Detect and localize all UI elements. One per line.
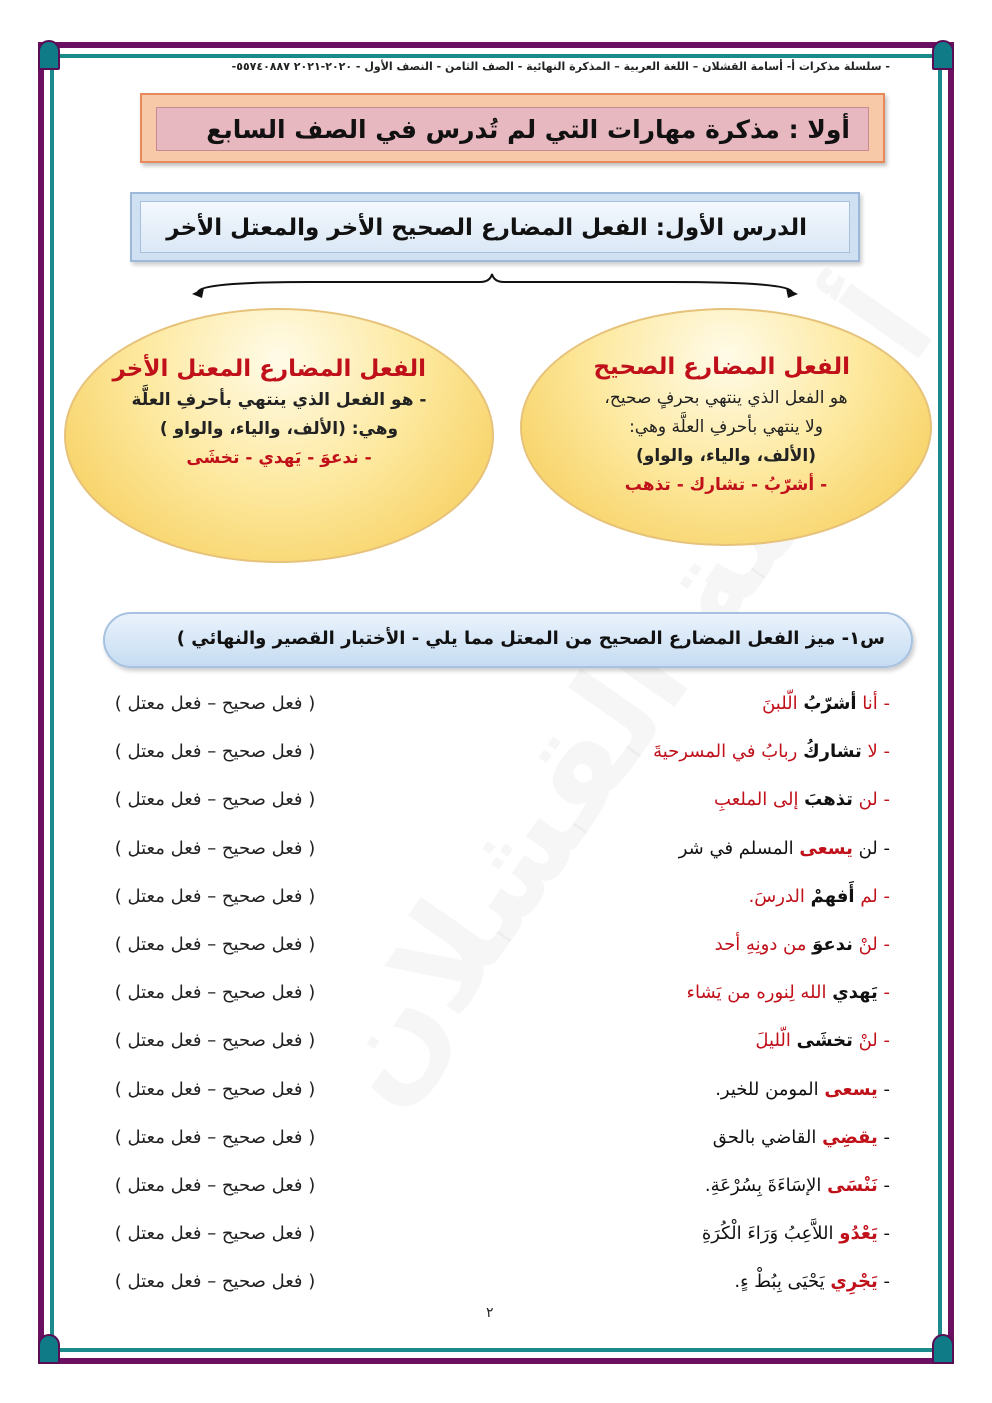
sentence-rest: الإسَاءَةَ بِسُرْعَةِ. [704,1175,828,1196]
sentence-verb: نَنْسَى [827,1175,878,1196]
sentence-prefix: - [877,1175,890,1196]
question-heading: س١- ميز الفعل المضارع الصحيح من المعتل مما يلي - الأختبار القصير والنهائي ) [103,612,913,668]
answer-choices: ( فعل صحيح – فعل معتل ) [114,789,316,811]
page-header: - سلسلة مذكرات أ- أسامة القشلان – اللغة العربية – المذكرة النهائية - الصف الثامن - النصف الأول - ٢٠٢٠-٢٠٢١ ٥٥٧٤٠٨٨٧- [231,60,890,73]
weak-verb-oval [64,308,494,563]
sentence-verb: يسعى [799,837,853,859]
sentence-verb: يَجْرِي [830,1271,878,1293]
lesson-box [130,192,860,262]
sentence-prefix: - [877,1078,890,1100]
exercise-sentence [755,1023,890,1059]
answer-choices: ( فعل صحيح – فعل معتل ) [114,1175,316,1196]
correct-verb-line3: (الألف، والياء، والواو) [635,446,817,466]
exercise-row [90,686,890,722]
exercise-row [90,782,890,818]
answer-choices: ( فعل صحيح – فعل معتل ) [114,934,316,955]
sentence-prefix: - لن [852,789,890,811]
sentence-verb: ندعوَ [812,934,853,955]
sentence-prefix: - لنْ [852,1030,890,1052]
exercise-sentence [705,1168,890,1204]
sentence-rest: الّلبنَ [762,693,804,714]
answer-choices: ( فعل صحيح – فعل معتل ) [114,1126,316,1148]
correct-verb-oval [520,308,932,546]
sentence-rest: المومن للخير. [715,1078,825,1100]
exercise-row [90,975,890,1011]
correct-verb-heading: الفعل المضارع الصحيح [593,354,850,380]
weak-verb-heading: الفعل المضارع المعتل الأخر [112,356,426,382]
sentence-verb: أشرّبُ [803,693,857,714]
sentence-rest: ربابُ في المسرحيةَ [653,741,804,763]
answer-choices: ( فعل صحيح – فعل معتل ) [114,837,316,859]
exercise-sentence [715,927,890,963]
sentence-rest: المسلم في شر [678,837,800,859]
page-number: ٢ [486,1305,494,1321]
sentence-verb: أَفهمْ [810,885,855,907]
sentence-prefix: - لم [854,885,890,907]
title-box [140,93,885,163]
exercise-sentence [734,1264,890,1300]
sentence-verb: تذهبَ [804,789,853,811]
answer-choices: ( فعل صحيح – فعل معتل ) [114,693,316,714]
answer-choices: ( فعل صحيح – فعل معتل ) [114,1078,316,1100]
sentence-rest: الله لِنوره من يَشاء [686,982,833,1004]
exercise-row [90,1168,890,1204]
sentence-prefix: - [877,1271,890,1293]
correct-verb-line2: ولا ينتهي بأحرفِ العلَّة وهي: [629,417,823,437]
sentence-verb: تخشَى [796,1030,853,1052]
answer-choices: ( فعل صحيح – فعل معتل ) [114,885,316,907]
sentence-verb: يَهدي [832,982,878,1004]
brace-arrows [190,270,800,300]
lesson-title: الدرس الأول: الفعل المضارع الصحيح الأخر والمعتل الأخر [140,201,850,253]
weak-verb-line1: - هو الفعل الذي ينتهي بأحرفِ العلَّة [131,390,427,410]
exercise-row [90,927,890,963]
exercise-row [90,831,890,867]
exercise-row [90,1264,890,1300]
sentence-rest: يَحْيَى بِبُطْ ءٍ. [734,1271,831,1293]
corner-ornament-top-left [38,40,60,70]
sentence-rest: القاضي بالحق [712,1126,823,1148]
sentence-rest: من دونِهِ أحد [714,934,813,955]
exercise-sentence [713,1120,890,1156]
sentence-rest: اللاَّعِبُ وَرَاءَ الْكُرَةِ [701,1223,840,1245]
sentence-prefix: - لا [861,741,890,763]
exercise-row [90,1023,890,1059]
exercise-sentence [687,975,890,1011]
exercise-sentence [702,1216,890,1252]
sentence-rest: الّليلَ [755,1030,797,1052]
answer-choices: ( فعل صحيح – فعل معتل ) [114,982,316,1004]
exercise-sentence [762,686,890,722]
sentence-prefix: - [877,1126,890,1148]
exercise-sentence [714,782,890,818]
sentence-prefix: - لن [852,837,890,859]
exercise-sentence [715,1072,890,1108]
sentence-prefix: - [877,982,890,1004]
corner-ornament-top-right [932,40,954,70]
answer-choices: ( فعل صحيح – فعل معتل ) [114,1223,316,1245]
sentence-prefix: - [877,1223,890,1245]
exercise-row [90,1072,890,1108]
sentence-verb: تشاركُ [803,741,862,763]
correct-verb-line1: هو الفعل الذي ينتهي بحرفٍ صحيح، [604,388,848,408]
exercise-row [90,1120,890,1156]
exercise-sentence [653,734,890,770]
page-title: أولا : مذكرة مهارات التي لم تُدرس في الصف السابع [156,107,869,151]
exercise-sentence [679,831,890,867]
weak-verb-examples: - ندعوَ - يَهدي - تخشَى [186,448,372,468]
sentence-verb: يَعْدُو [839,1223,878,1245]
sentence-verb: يقضِي [822,1126,878,1148]
weak-verb-line2: وهي: (الألف، والياء، والواو ) [159,419,399,439]
corner-ornament-bottom-left [38,1334,60,1364]
exercise-row [90,734,890,770]
answer-choices: ( فعل صحيح – فعل معتل ) [114,741,316,763]
sentence-verb: يسعى [824,1078,878,1100]
exercise-row [90,879,890,915]
sentence-rest: إلى الملعبِ [714,789,805,811]
corner-ornament-bottom-right [932,1334,954,1364]
sentence-prefix: - لنْ [852,934,890,955]
exercise-sentence [749,879,890,915]
correct-verb-examples: - أشرّبُ - تشارك - تذهب [624,475,828,495]
exercise-row [90,1216,890,1252]
sentence-rest: الدرسَ. [748,885,811,907]
answer-choices: ( فعل صحيح – فعل معتل ) [114,1271,316,1293]
sentence-prefix: - أنا [856,693,890,714]
answer-choices: ( فعل صحيح – فعل معتل ) [114,1030,316,1052]
